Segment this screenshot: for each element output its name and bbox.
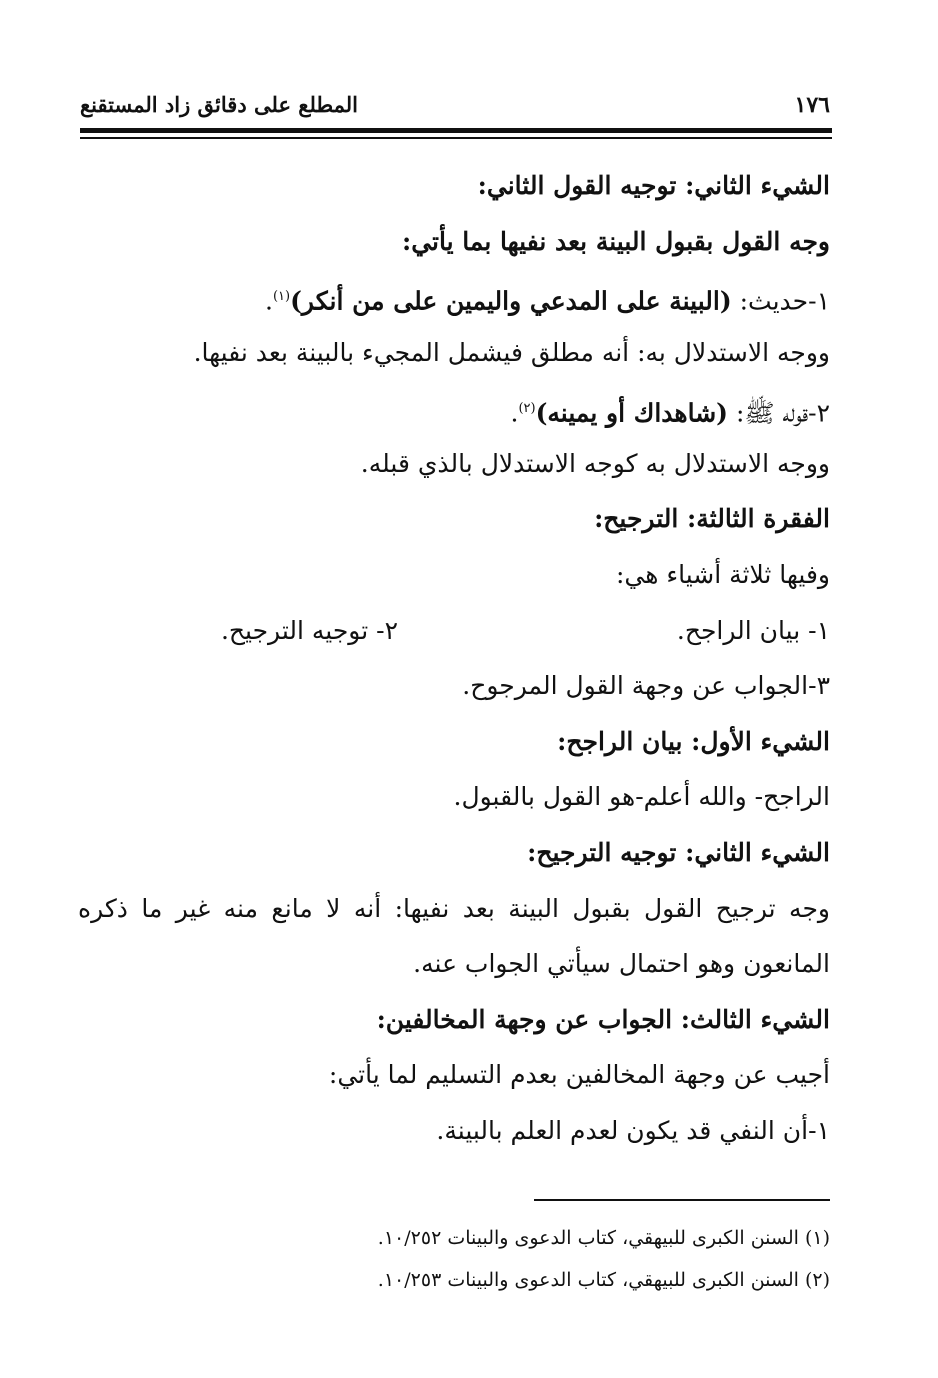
page-number: ١٧٦ bbox=[794, 92, 830, 118]
hadith-quote: (شاهداك أو يمينه) bbox=[535, 398, 728, 428]
header-rule-thin bbox=[80, 137, 832, 139]
hadith-line-1 bbox=[265, 279, 830, 319]
paragraph-line: وفيها ثلاثة أشياء هي: bbox=[615, 560, 830, 589]
section-heading: الشيء الثالث: الجواب عن وجهة المخالفين: bbox=[376, 1005, 830, 1034]
paragraph-line: المانعون وهو احتمال سيأتي الجواب عنه. bbox=[413, 949, 830, 978]
list-item: ١-أن النفي قد يكون لعدم العلم بالبينة. bbox=[436, 1116, 830, 1145]
running-title: المطلع على دقائق زاد المستقنع bbox=[80, 92, 359, 117]
footnote: (٢) السنن الكبرى للبيهقي، كتاب الدعوى والبينات ١٠/٢٥٣. bbox=[377, 1269, 830, 1291]
section-heading: الشيء الثاني: توجيه الترجيح: bbox=[527, 838, 830, 867]
footnote: (١) السنن الكبرى للبيهقي، كتاب الدعوى والبينات ١٠/٢٥٢. bbox=[377, 1227, 830, 1249]
subheading: وجه القول بقبول البينة بعد نفيها بما يأتي: bbox=[401, 227, 830, 256]
section-heading: الشيء الثاني: توجيه القول الثاني: bbox=[477, 171, 830, 200]
hadith-line-2 bbox=[510, 391, 830, 431]
footnote-separator bbox=[534, 1199, 830, 1201]
list-item: ٢- توجيه الترجيح. bbox=[220, 616, 398, 645]
section-heading: الشيء الأول: بيان الراجح: bbox=[557, 727, 830, 756]
footnote-ref-2: (٢) bbox=[518, 401, 536, 416]
paragraph-line: وجه ترجيح القول بقبول البينة بعد نفيها: أنه لا مانع منه غير ما ذكره bbox=[78, 894, 830, 923]
paragraph-line: ووجه الاستدلال به كوجه الاستدلال بالذي قبله. bbox=[360, 449, 830, 478]
hadith-prefix: ٢-قوله ﷺ: bbox=[728, 398, 830, 428]
header-rule-thick bbox=[80, 128, 832, 133]
paragraph-line: الراجح- والله أعلم-هو القول بالقبول. bbox=[453, 782, 830, 811]
footnote-ref-1: (١) bbox=[272, 289, 291, 304]
paragraph-line: أجيب عن وجهة المخالفين بعدم التسليم لما يأتي: bbox=[328, 1060, 830, 1089]
list-item: ١- بيان الراجح. bbox=[676, 616, 830, 645]
list-item: ٣-الجواب عن وجهة القول المرجوح. bbox=[462, 671, 830, 700]
paragraph-line: ووجه الاستدلال به: أنه مطلق فيشمل المجيء بالبينة بعد نفيها. bbox=[193, 338, 830, 367]
hadith-quote: (البينة على المدعي واليمين على من أنكر) bbox=[290, 286, 732, 316]
section-heading: الفقرة الثالثة: الترجيح: bbox=[594, 504, 830, 533]
hadith-end: . bbox=[264, 286, 273, 316]
hadith-end: . bbox=[510, 398, 519, 428]
hadith-prefix: ١-حديث: bbox=[731, 286, 830, 316]
